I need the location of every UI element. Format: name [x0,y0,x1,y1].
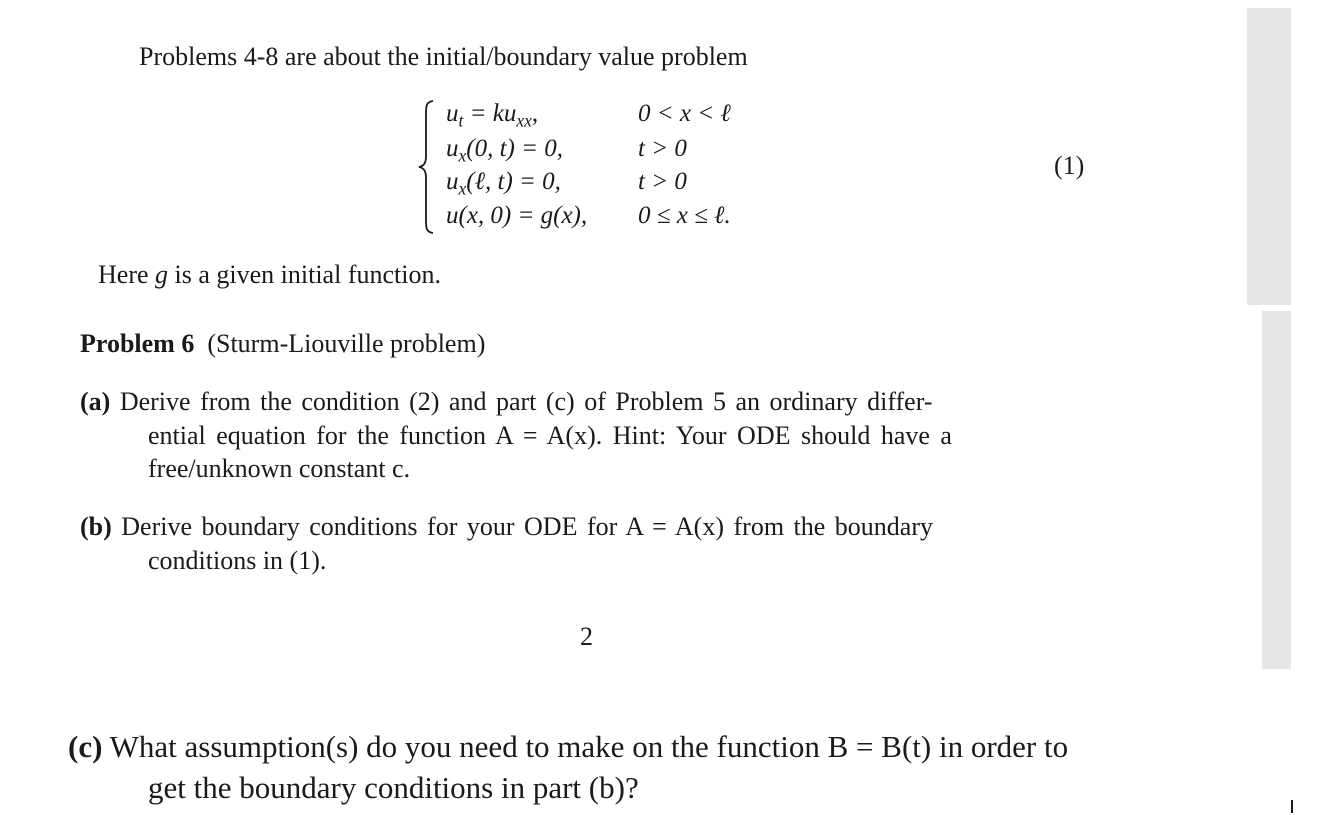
part-c-line-1: (c) What assumption(s) do you need to make on the function B = B(t) in order to [68,729,1069,764]
equation-row-1-lhs: $u_t = ku_{xx}$, [446,100,539,131]
equation-row-1-rhs: 0 < x < ℓ [638,100,731,127]
part-b-line-1: (b) Derive boundary conditions for your ODE for A = A(x) from the boundary [80,512,934,541]
part-a-line-2: ential equation for the function A = A(x). Hint: Your ODE should have a [148,421,952,450]
left-brace [418,100,434,234]
equation-row-3-rhs: t > 0 [638,168,687,195]
equation-row-4-lhs: u(x, 0) = g(x), [446,202,588,229]
problem-heading [80,329,485,359]
scroll-strip-upper[interactable] [1247,8,1291,305]
equation-row-2-lhs: $u_x(0$, t) = 0, [446,135,563,166]
equation-number: (1) [1054,151,1085,180]
problem-title: Problem 6 [80,329,195,358]
intro-text: Problems 4-8 are about the initial/boundary value problem [139,42,748,71]
part-c-line-2: get the boundary conditions in part (b)? [148,770,639,805]
part-b-label: (b) [80,512,112,541]
part-a-label: (a) [80,387,111,416]
part-c-label: (c) [68,729,103,764]
page-number: 2 [580,622,593,651]
part-a-line-3: free/unknown constant c. [148,454,411,483]
equation-row-2-rhs: t > 0 [638,135,687,162]
equation-row-4-rhs: 0 ≤ x ≤ ℓ. [638,202,731,229]
problem-subtitle: (Sturm-Liouville problem) [207,329,486,358]
equation-row-3-lhs: $u_x(\ell$, t) = 0, [446,168,561,199]
part-a-line-1: (a) Derive from the condition (2) and part (c) of Problem 5 an ordinary differ- [80,387,933,416]
scroll-strip-lower[interactable] [1262,311,1291,669]
part-b-line-2: conditions in (1). [148,546,327,575]
given-function-text: Here g is a given initial function. [98,260,441,289]
text-cursor [1291,800,1293,813]
